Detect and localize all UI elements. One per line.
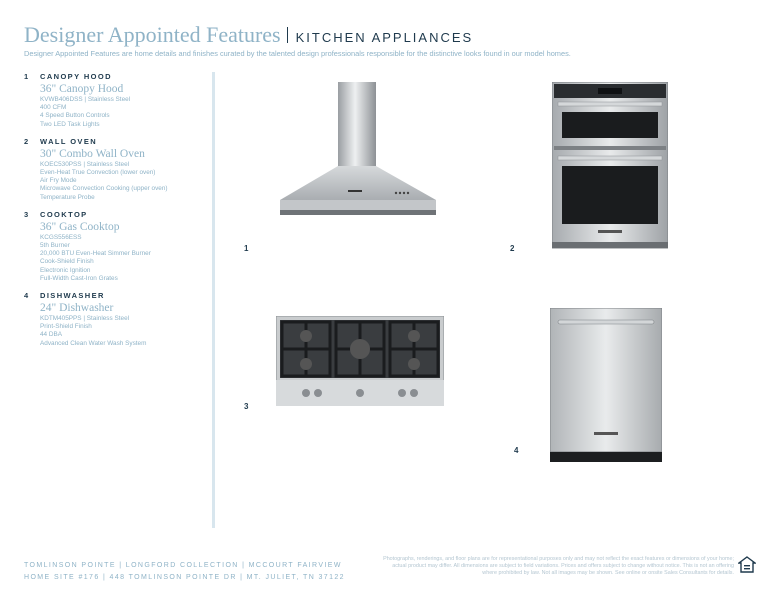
- feature-heading: [24, 137, 208, 146]
- image-number-2: 2: [510, 244, 515, 253]
- vertical-divider: [212, 72, 215, 528]
- feature-detail: KOEC530PSS | Stainless Steel: [40, 160, 130, 168]
- feature-detail: KDTM405PPS | Stainless Steel: [40, 315, 130, 323]
- feature-name: 36" Gas Cooktop: [40, 220, 120, 233]
- feature-heading: [24, 72, 208, 81]
- feature-number: 3: [24, 209, 30, 219]
- features-list: [24, 72, 208, 356]
- wall-oven-image: [552, 82, 668, 250]
- feature-number: 1: [24, 72, 30, 81]
- feature-detail: KCGS556ESS: [40, 233, 82, 241]
- equal-housing-opportunity-icon: [738, 556, 756, 574]
- feature-detail: Electronic Ignition: [40, 266, 91, 274]
- gas-cooktop-image: [276, 316, 444, 406]
- feature-detail: 20,000 BTU Even-Heat Simmer Burner: [40, 250, 151, 258]
- feature-detail: Print-Shield Finish: [40, 323, 92, 331]
- page-category: KITCHEN APPLIANCES: [295, 30, 474, 45]
- feature-detail: Temperature Probe: [40, 193, 95, 201]
- feature-number: 4: [24, 291, 30, 301]
- feature-wall-oven: [24, 137, 208, 202]
- footer-community: [24, 560, 345, 584]
- feature-detail: Cook-Shield Finish: [40, 258, 94, 266]
- feature-detail: Full-Width Cast-Iron Grates: [40, 274, 118, 282]
- feature-detail: Advanced Clean Water Wash System: [40, 339, 147, 347]
- feature-name: 30" Combo Wall Oven: [40, 147, 145, 160]
- feature-detail: 5th Burner: [40, 242, 70, 250]
- feature-detail: Even-Heat True Convection (lower oven): [40, 169, 156, 177]
- page-subtitle: Designer Appointed Features are home details and finishes curated by the talented design professionals responsible for the distinctive looks found in our model homes.: [24, 49, 571, 58]
- title-divider: [287, 27, 288, 43]
- feature-cooktop: [24, 210, 208, 283]
- image-number-1: 1: [244, 244, 249, 253]
- page-title: [24, 22, 473, 48]
- feature-name: 36" Canopy Hood: [40, 83, 124, 95]
- image-number-3: 3: [244, 402, 249, 411]
- feature-category: COOKTOP: [40, 209, 88, 219]
- footer-line-1: TOMLINSON POINTE | LONGFORD COLLECTION | MCCOURT FAIRVIEW: [24, 562, 342, 569]
- canopy-hood-image: [278, 82, 440, 218]
- feature-number: 2: [24, 136, 30, 146]
- feature-detail: 400 CFM: [40, 104, 67, 112]
- feature-detail: Two LED Task Lights: [40, 120, 100, 128]
- feature-detail: 44 DBA: [40, 331, 63, 339]
- feature-detail: KVWB406DSS | Stainless Steel: [40, 96, 131, 103]
- feature-dishwasher: [24, 291, 208, 348]
- image-number-4: 4: [514, 446, 519, 455]
- feature-detail: Microwave Convection Cooking (upper oven): [40, 185, 168, 193]
- footer-disclaimer: Photographs, renderings, and floor plans are for representational purposes only and may not reflect the exact features or dimensions of your home; actual product may differ. All dimensions are subject to field variations. Prices and offers subject to change without notice. This is not an offering where prohibited by law. Not all images may be shown. See online or onsite Sales Consultants for details.: [383, 556, 734, 577]
- dishwasher-image: [550, 308, 662, 462]
- footer-line-2: HOME SITE #176 | 448 TOMLINSON POINTE DR | MT. JULIET, TN 37122: [24, 574, 345, 581]
- feature-detail: Air Fry Mode: [40, 177, 77, 185]
- feature-heading: [24, 291, 208, 300]
- feature-category: CANOPY HOOD: [40, 72, 112, 81]
- feature-name: 24" Dishwasher: [40, 302, 114, 315]
- feature-detail: 4 Speed Button Controls: [40, 112, 110, 120]
- feature-category: DISHWASHER: [40, 291, 105, 301]
- feature-canopy-hood: [24, 72, 208, 129]
- page-title-main: Designer Appointed Features: [24, 22, 281, 47]
- feature-heading: [24, 210, 208, 219]
- feature-category: WALL OVEN: [40, 136, 98, 146]
